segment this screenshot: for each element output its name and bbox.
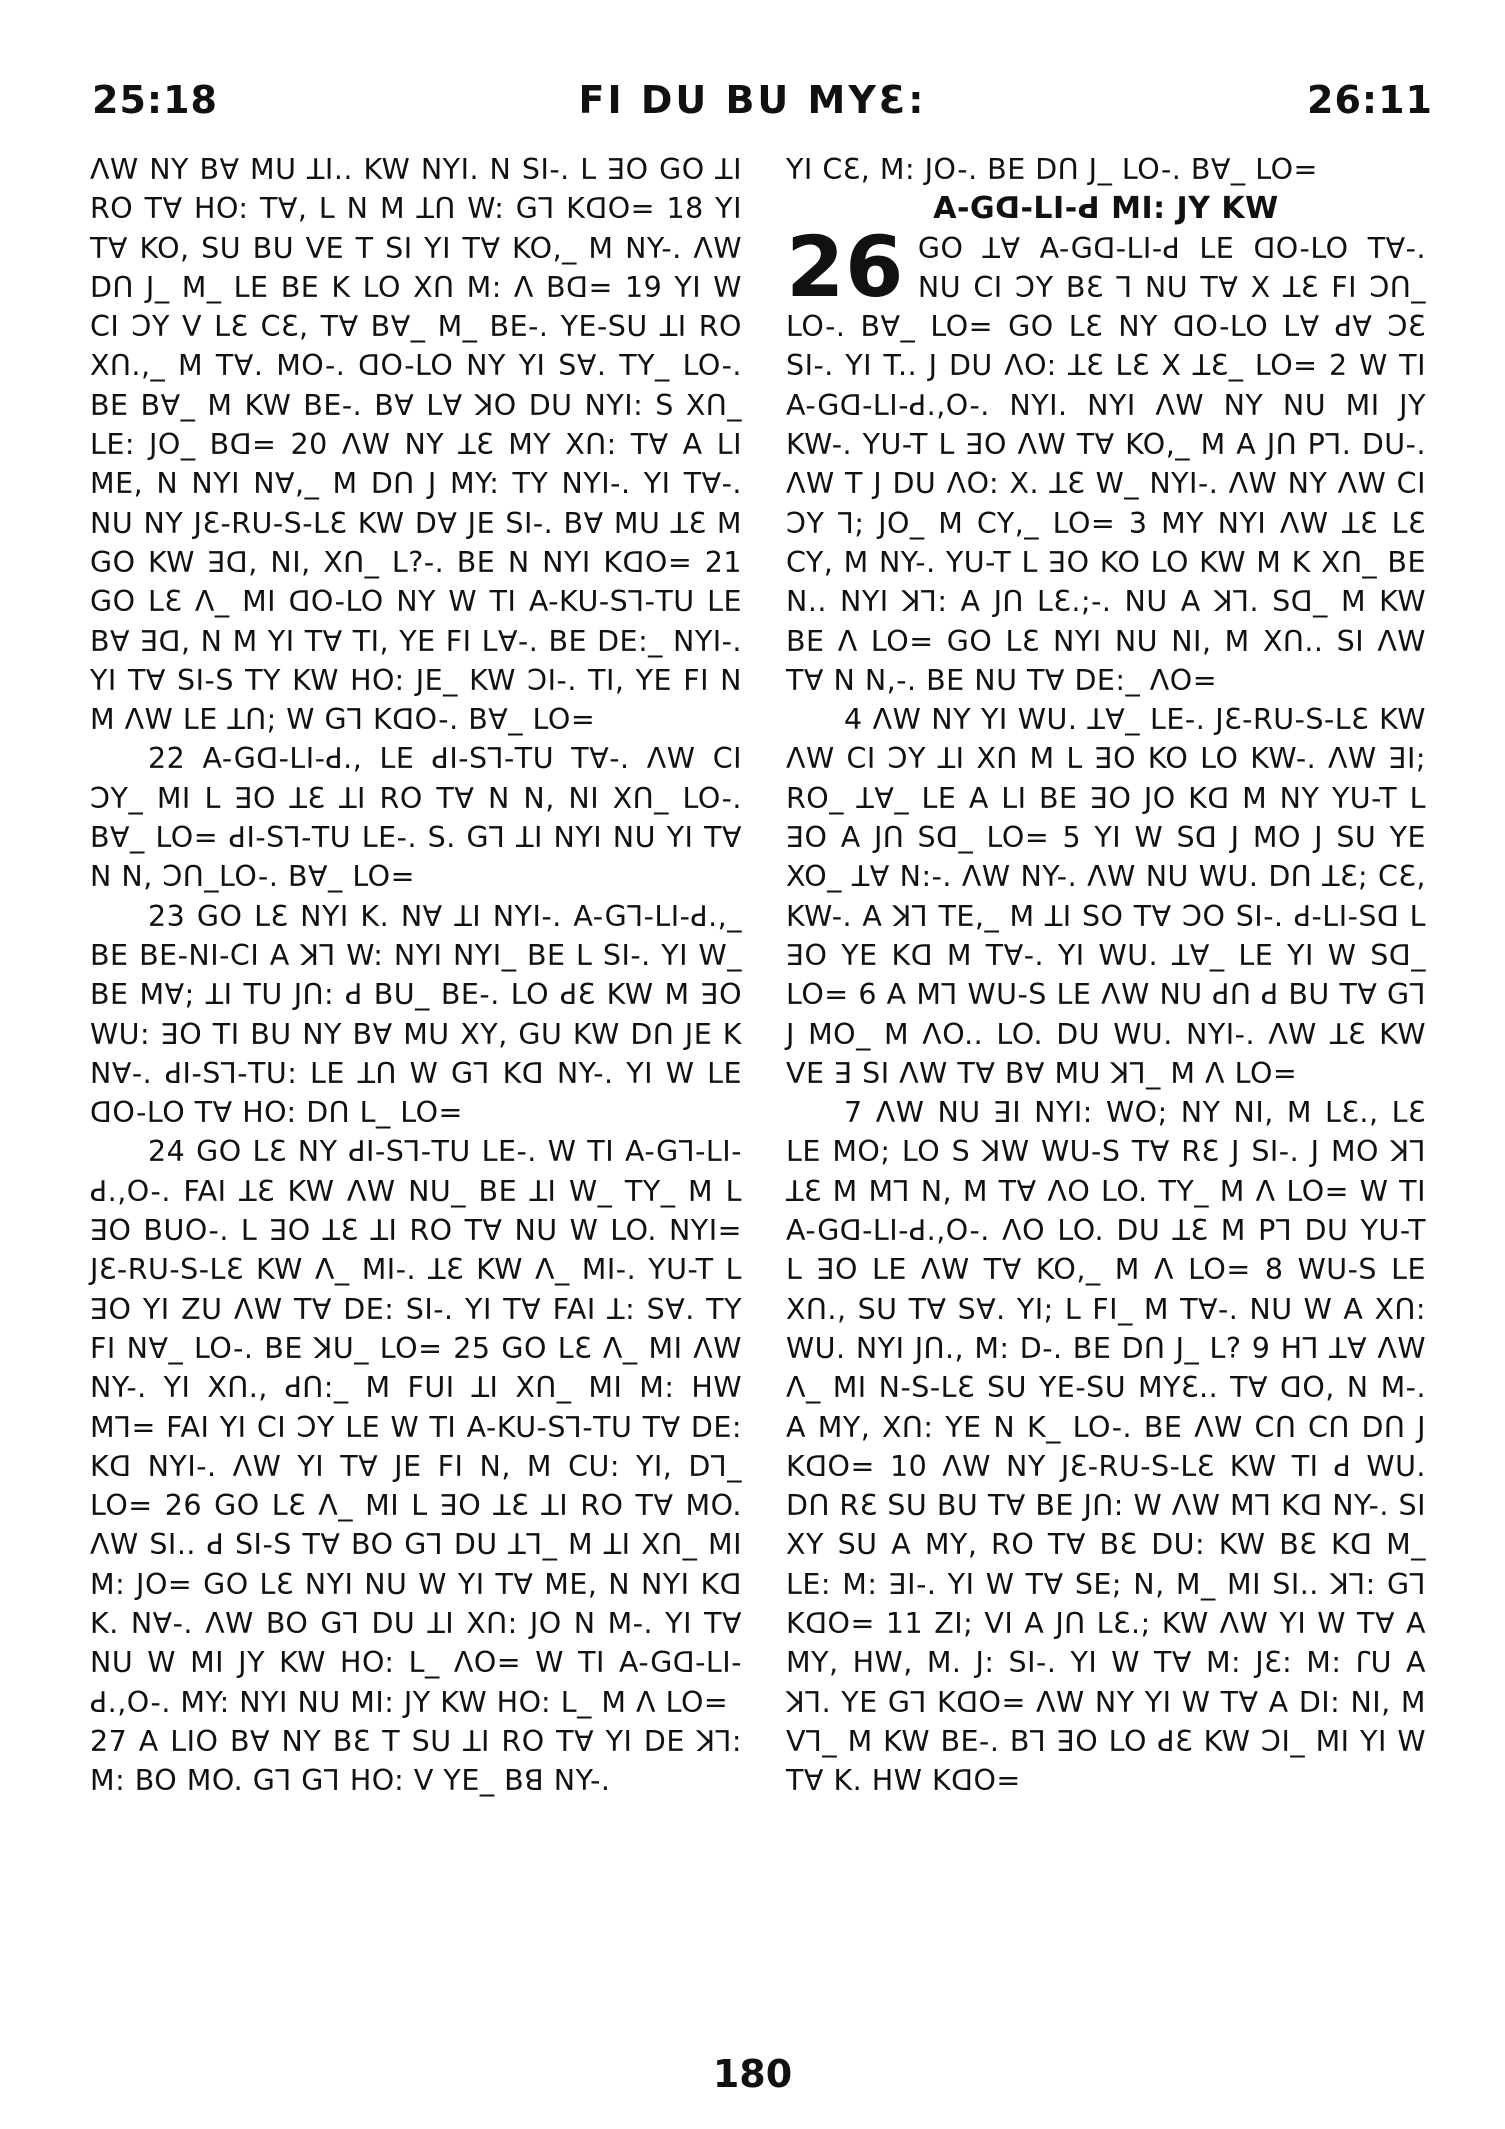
book-title: FI DU BU MYƐ: xyxy=(578,78,927,122)
left-text-column xyxy=(90,150,742,1800)
right-text-column xyxy=(786,150,1426,1800)
chapter-heading: A-Gꓷ-LI-ꓒ MI: JY KW xyxy=(933,191,1279,227)
verse-paragraph: 27 A LIO Bꓯ NY BƐ T SU ꓕI RO Tꓯ YI DE ꓘꓶ: M: BO MO. Gꓶ Gꓶ HO: V YE_ Bꓭ NY-. xyxy=(90,1724,742,1798)
chapter-opening-paragraph xyxy=(786,217,1426,701)
chapter-opening-text: GO ꓕꓯ A-Gꓷ-LI-ꓒ LE ꓷO-LO Tꓯ-. NU CI ƆY BƐ ꓶ NU Tꓯ X ꓕƐ FI ƆՈ_ LO-. Bꓯ_ LO= GO LƐ NY ꓷO-LO Lꓯ ꓒꓯ ƆƐ SI-. YI T.. J DU ɅO: ꓕƐ LƐ X ꓕƐ_ LO= 2 W TI A-Gꓷ-LI-ꓒ.,O-. NYI. NYI ɅW NY NU MI JY KW-. YU-T L ꓱO ɅW Tꓯ KO,_ M A JՈ Pꓶ. DU-. ɅW T J DU ɅO: X. ꓕƐ W_ NYI-. ɅW NY ɅW CI ƆY ꓶ; JO_ M CY,_ LO= 3 MY NYI ɅW ꓕƐ LƐ CY, M NY-. YU-T L ꓱO KO LO KW M K XՈ_ BE N.. NYI ꓘꓶ: A JՈ LƐ.;-. NU A ꓘꓶ. Sꓷ_ M KW BE Ʌ LO= GO LƐ NYI NU NI, M XՈ.. SI ɅW Tꓯ N N,-. BE NU Tꓯ DE:_ ɅO= xyxy=(786,231,1426,697)
verse-paragraph: 24 GO LƐ NY ꓒI-Sꓶ-TU LE-. W TI A-Gꓶ-LI-ꓒ.,O-. FAI ꓕƐ KW ɅW NU_ BE ꓕI W_ TY_ M L ꓱO BUO-. L ꓱO ꓕƐ ꓕI RO Tꓯ NU W LO. NYI= JƐ-RU-S-LƐ KW Ʌ_ MI-. ꓕƐ KW Ʌ_ MI-. YU-T L ꓱO YI ZU ɅW Tꓯ DE: SI-. YI Tꓯ FAI ꓕ: Sꓯ. TY FI Nꓯ_ LO-. BE ꓘU_ LO= 25 GO LƐ Ʌ_ MI ɅW NY-. YI XՈ., ꓒՈ:_ M FUI ꓕI XՈ_ MI M: HW Mꓶ= FAI YI CI ƆY LE W TI A-KU-Sꓶ-TU Tꓯ DE: Kꓷ NYI-. ɅW YI Tꓯ JE FI N, M CU: YI, Dꓶ_ LO= 26 GO LƐ Ʌ_ MI L ꓱO ꓕƐ ꓕI RO Tꓯ MO. ɅW SI.. ꓒ SI-S Tꓯ BO Gꓶ DU ꓕꓶ_ M ꓕI XՈ_ MI M: JO= GO LƐ NYI NU W YI Tꓯ ME, N NYI Kꓷ K. Nꓯ-. ɅW BO Gꓶ DU ꓕI XՈ: JO N M-. YI Tꓯ NU W MI JY KW HO: L_ ɅO= W TI A-Gꓷ-LI-ꓒ.,O-. MY: NYI NU MI: JY KW HO: L_ M Ʌ LO= xyxy=(90,1135,742,1719)
page-number: 180 xyxy=(712,2052,793,2096)
header-end-reference: 26:11 xyxy=(1307,78,1433,122)
verse-paragraph: 4 ɅW NY YI WU. ꓕꓯ_ LE-. JƐ-RU-S-LƐ KW ɅW CI ƆY ꓕI XՈ M L ꓱO KO LO KW-. ɅW ꓱI; RO_ ꓕꓯ_ LE A LI BE ꓱO JO Kꓷ M NY YU-T L ꓱO A JՈ Sꓷ_ LO= 5 YI W Sꓷ J MO J SU YE XO_ ꓕꓯ N:-. ɅW NY-. ɅW NU WU. DՈ ꓕƐ; CƐ, KW-. A ꓘꓶ TE,_ M ꓕI SO Tꓯ ƆO SI-. ꓒ-LI-Sꓷ L ꓱO YE Kꓷ M Tꓯ-. YI WU. ꓕꓯ_ LE YI W Sꓷ_ LO= 6 A Mꓶ WU-S LE ɅW NU ꓒՈ ꓒ BU Tꓯ Gꓶ J MO_ M ɅO.. LO. DU WU. NYI-. ɅW ꓕƐ KW VE ꓱ SI ɅW Tꓯ Bꓯ MU ꓘꓶ_ M Ʌ LO= xyxy=(786,703,1426,1090)
header-start-reference: 25:18 xyxy=(92,78,218,122)
verse-paragraph: 23 GO LƐ NYI K. Nꓯ ꓕI NYI-. A-Gꓶ-LI-ꓒ.,_ BE BE-NI-CI A ꓘꓶ W: NYI NYI_ BE L SI-. YI W_ BE Mꓯ; ꓕI TU JՈ: ꓒ BU_ BE-. LO ꓒƐ KW M ꓱO WU: ꓱO TI BU NY Bꓯ MU XY, GU KW DՈ JE K Nꓯ-. ꓒI-Sꓶ-TU: LE ꓕՈ W Gꓶ Kꓷ NY-. YI W LE ꓷO-LO Tꓯ HO: DՈ L_ LO= xyxy=(90,899,742,1130)
chapter-number: 26 xyxy=(786,217,904,316)
verse-paragraph: 7 ɅW NU ꓱI NYI: WO; NY NI, M LƐ., LƐ LE MO; LO S ꓘW WU-S Tꓯ RƐ J SI-. J MO ꓘꓶ ꓕƐ M Mꓶ N, M Tꓯ ɅO LO. TY_ M Ʌ LO= W TI A-Gꓷ-LI-ꓒ.,O-. ɅO LO. DU ꓕƐ M Pꓶ DU YU-T L ꓱO LE ɅW Tꓯ KO,_ M Ʌ LO= 8 WU-S LE XՈ., SU Tꓯ Sꓯ. YI; L FI_ M Tꓯ-. NU W A XՈ: WU. NYI JՈ., M: D-. BE DՈ J_ L? 9 Hꓶ ꓕꓯ ɅW Ʌ_ MI N-S-LƐ SU YE-SU MYƐ.. Tꓯ ꓷO, N M-. A MY, XՈ: YE N K_ LO-. BE ɅW CՈ CՈ DՈ J KꓷO= 10 ɅW NY JƐ-RU-S-LƐ KW TI ꓒ WU. DՈ RƐ SU BU Tꓯ BE JՈ: W ɅW Mꓶ Kꓷ NY-. SI XY SU A MY, RO Tꓯ BƐ DU: KW BƐ Kꓷ M_ LE: M: ꓱI-. YI W Tꓯ SE; N, M_ MI SI.. ꓘꓶ: Gꓶ KꓷO= 11 ZI; VI A JՈ LƐ.; KW ɅW YI W Tꓯ A MY, HW, M. J: SI-. YI W Tꓯ M: JƐ: M: ꓩU A ꓘꓶ. YE Gꓶ KꓷO= ɅW NY YI W Tꓯ A DI: NI, M Vꓶ_ M KW BE-. Bꓶ ꓱO LO ꓒƐ KW ƆI_ MI YI W Tꓯ K. HW KꓷO= xyxy=(786,1096,1426,1798)
verse-paragraph: YI CƐ, M: JO-. BE DՈ J_ LO-. Bꓯ_ LO= xyxy=(786,153,1318,186)
verse-paragraph: ɅW NY Bꓯ MU ꓕI.. KW NYI. N SI-. L ꓱO GO ꓕI RO Tꓯ HO: Tꓯ, L N M ꓕՈ W: Gꓶ KꓷO= 18 YI Tꓯ KO, SU BU VE T SI YI Tꓯ KO,_ M NY-. ɅW DՈ J_ M_ LE BE K LO XՈ M: Ʌ Bꓷ= 19 YI W CI ƆY V LƐ CƐ, Tꓯ Bꓯ_ M_ BE-. YE-SU ꓕI RO XՈ.,_ M Tꓯ. MO-. ꓷO-LO NY YI Sꓯ. TY_ LO-. BE Bꓯ_ M KW BE-. Bꓯ Lꓯ ꓘO DU NYI: S XՈ_ LE: JO_ Bꓷ= 20 ɅW NY ꓕƐ MY XՈ: Tꓯ A LI ME, N NYI Nꓯ,_ M DՈ J MY: TY NYI-. YI Tꓯ-. NU NY JƐ-RU-S-LƐ KW Dꓯ JE SI-. Bꓯ MU ꓕƐ M GO KW ꓱꓷ, NI, XՈ_ L?-. BE N NYI KꓷO= 21 GO LƐ Ʌ_ MI ꓷO-LO NY W TI A-KU-Sꓶ-TU LE Bꓯ ꓱꓷ, N M YI Tꓯ TI, YE FI Lꓯ-. BE DE:_ NYI-. YI Tꓯ SI-S TY KW HO: JE_ KW ƆI-. TI, YE FI N M ɅW LE ꓕՈ; W Gꓶ KꓷO-. Bꓯ_ LO= xyxy=(90,153,742,737)
verse-paragraph: 22 A-Gꓷ-LI-ꓒ., LE ꓒI-Sꓶ-TU Tꓯ-. ɅW CI ƆY_ MI L ꓱO ꓕƐ ꓕI RO Tꓯ N N, NI XՈ_ LO-. Bꓯ_ LO= ꓒI-Sꓶ-TU LE-. S. Gꓶ ꓕI NYI NU YI Tꓯ N N, ƆՈ_LO-. Bꓯ_ LO= xyxy=(90,742,742,894)
